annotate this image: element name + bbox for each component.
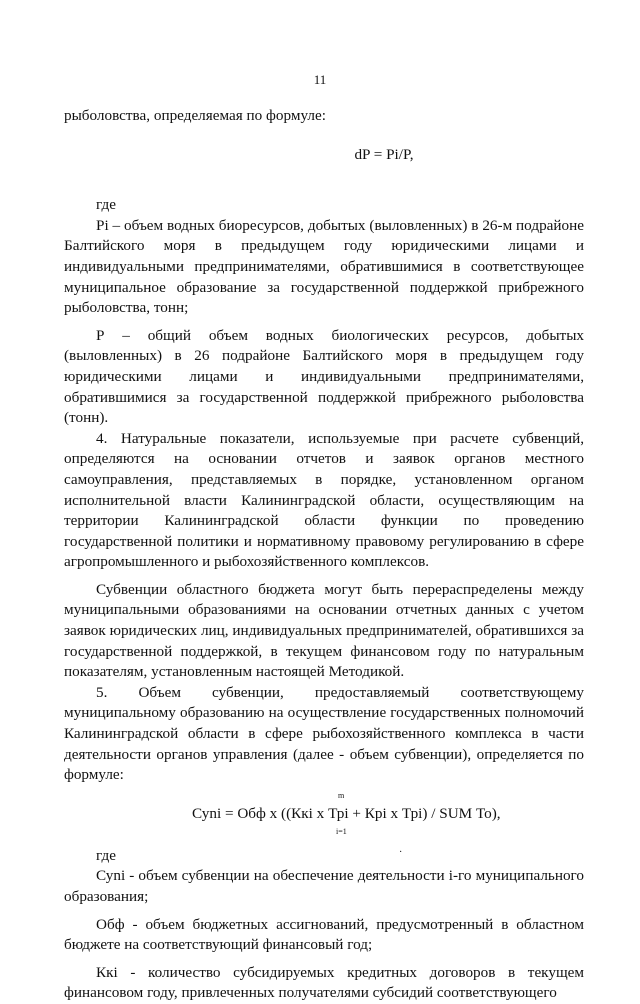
paragraph-p-definition: Р – общий объем водных биологических ресурсов, добытых (выловленных) в 26 подрайоне Балтийского моря в предыдущем году юридическими лицами и индивидуальными предпринимателями, обратившимися за государственной поддержкой прибрежного рыболовства (тонн). bbox=[64, 326, 584, 427]
paragraph-where-2: где bbox=[96, 846, 116, 864]
formula-dp: dP = Pi/P, bbox=[354, 145, 414, 163]
paragraph-where-1: где bbox=[96, 196, 116, 214]
paragraph-redistribution: Субвенции областного бюджета могут быть перераспределены между муниципальными образованиями на основании отчетных данных с учетом заявок юридических лиц, индивидуальных предпринимателей, обратившихся за государственной поддержкой, в текущем финансовом году по натуральным показателям, установленным настоящей Методикой. bbox=[64, 580, 584, 681]
paragraph-intro: рыболовства, определяемая по формуле: bbox=[64, 107, 326, 124]
document-body bbox=[64, 106, 584, 1004]
scan-dot: · bbox=[399, 847, 403, 858]
sum-upper-limit: m bbox=[338, 790, 345, 800]
paragraph-obf-definition: Обф - объем бюджетных ассигнований, предусмотренный в областном бюджете на соответствующий финансовый год; bbox=[64, 915, 584, 954]
paragraph-cy-definition: Суni - объем субвенции на обеспечение деятельности i-го муниципального образования; bbox=[64, 867, 584, 905]
paragraph-item-5: 5. Объем субвенции, предоставляемый соответствующему муниципальному образованию на осуществление государственных полномочий Калининградской области в сфере рыбохозяйственного комплекса в части деятельности органов управления (далее - объем субвенции), определяется по формуле: bbox=[64, 683, 584, 784]
sum-lower-limit: i=1 bbox=[336, 826, 347, 836]
formula-subvention-text: Суni = Обф х ((Ккі х Трі + Крі х Трі) / SUM То), bbox=[192, 804, 501, 822]
paragraph-pi-definition: Pi – объем водных биоресурсов, добытых (выловленных) в 26-м подрайоне Балтийского моря в предыдущем году юридическими лицами и индивидуальными предпринимателями, обратившимися в соответствующее муниципальное образование за государственной поддержкой прибрежного рыболовства, тонн; bbox=[64, 216, 584, 317]
formula-subvention bbox=[64, 792, 584, 840]
paragraph-item-4: 4. Натуральные показатели, используемые при расчете субвенций, определяются на основании отчетов и заявок органов местного самоуправления, представляемых в порядке, установленном органом исполнительной власти Калининградской области, осуществляющим на территории Калининградской области функции по проведению государственной политики и нормативному правовому регулированию в сфере агропромышленного и рыбохозяйственного комплексов. bbox=[64, 429, 584, 571]
paragraph-kk-definition: Ккі - количество субсидируемых кредитных договоров в текущем финансовом году, привлеченных получателями субсидий соответствующего bbox=[64, 963, 584, 1002]
page-number: 11 bbox=[313, 72, 327, 87]
